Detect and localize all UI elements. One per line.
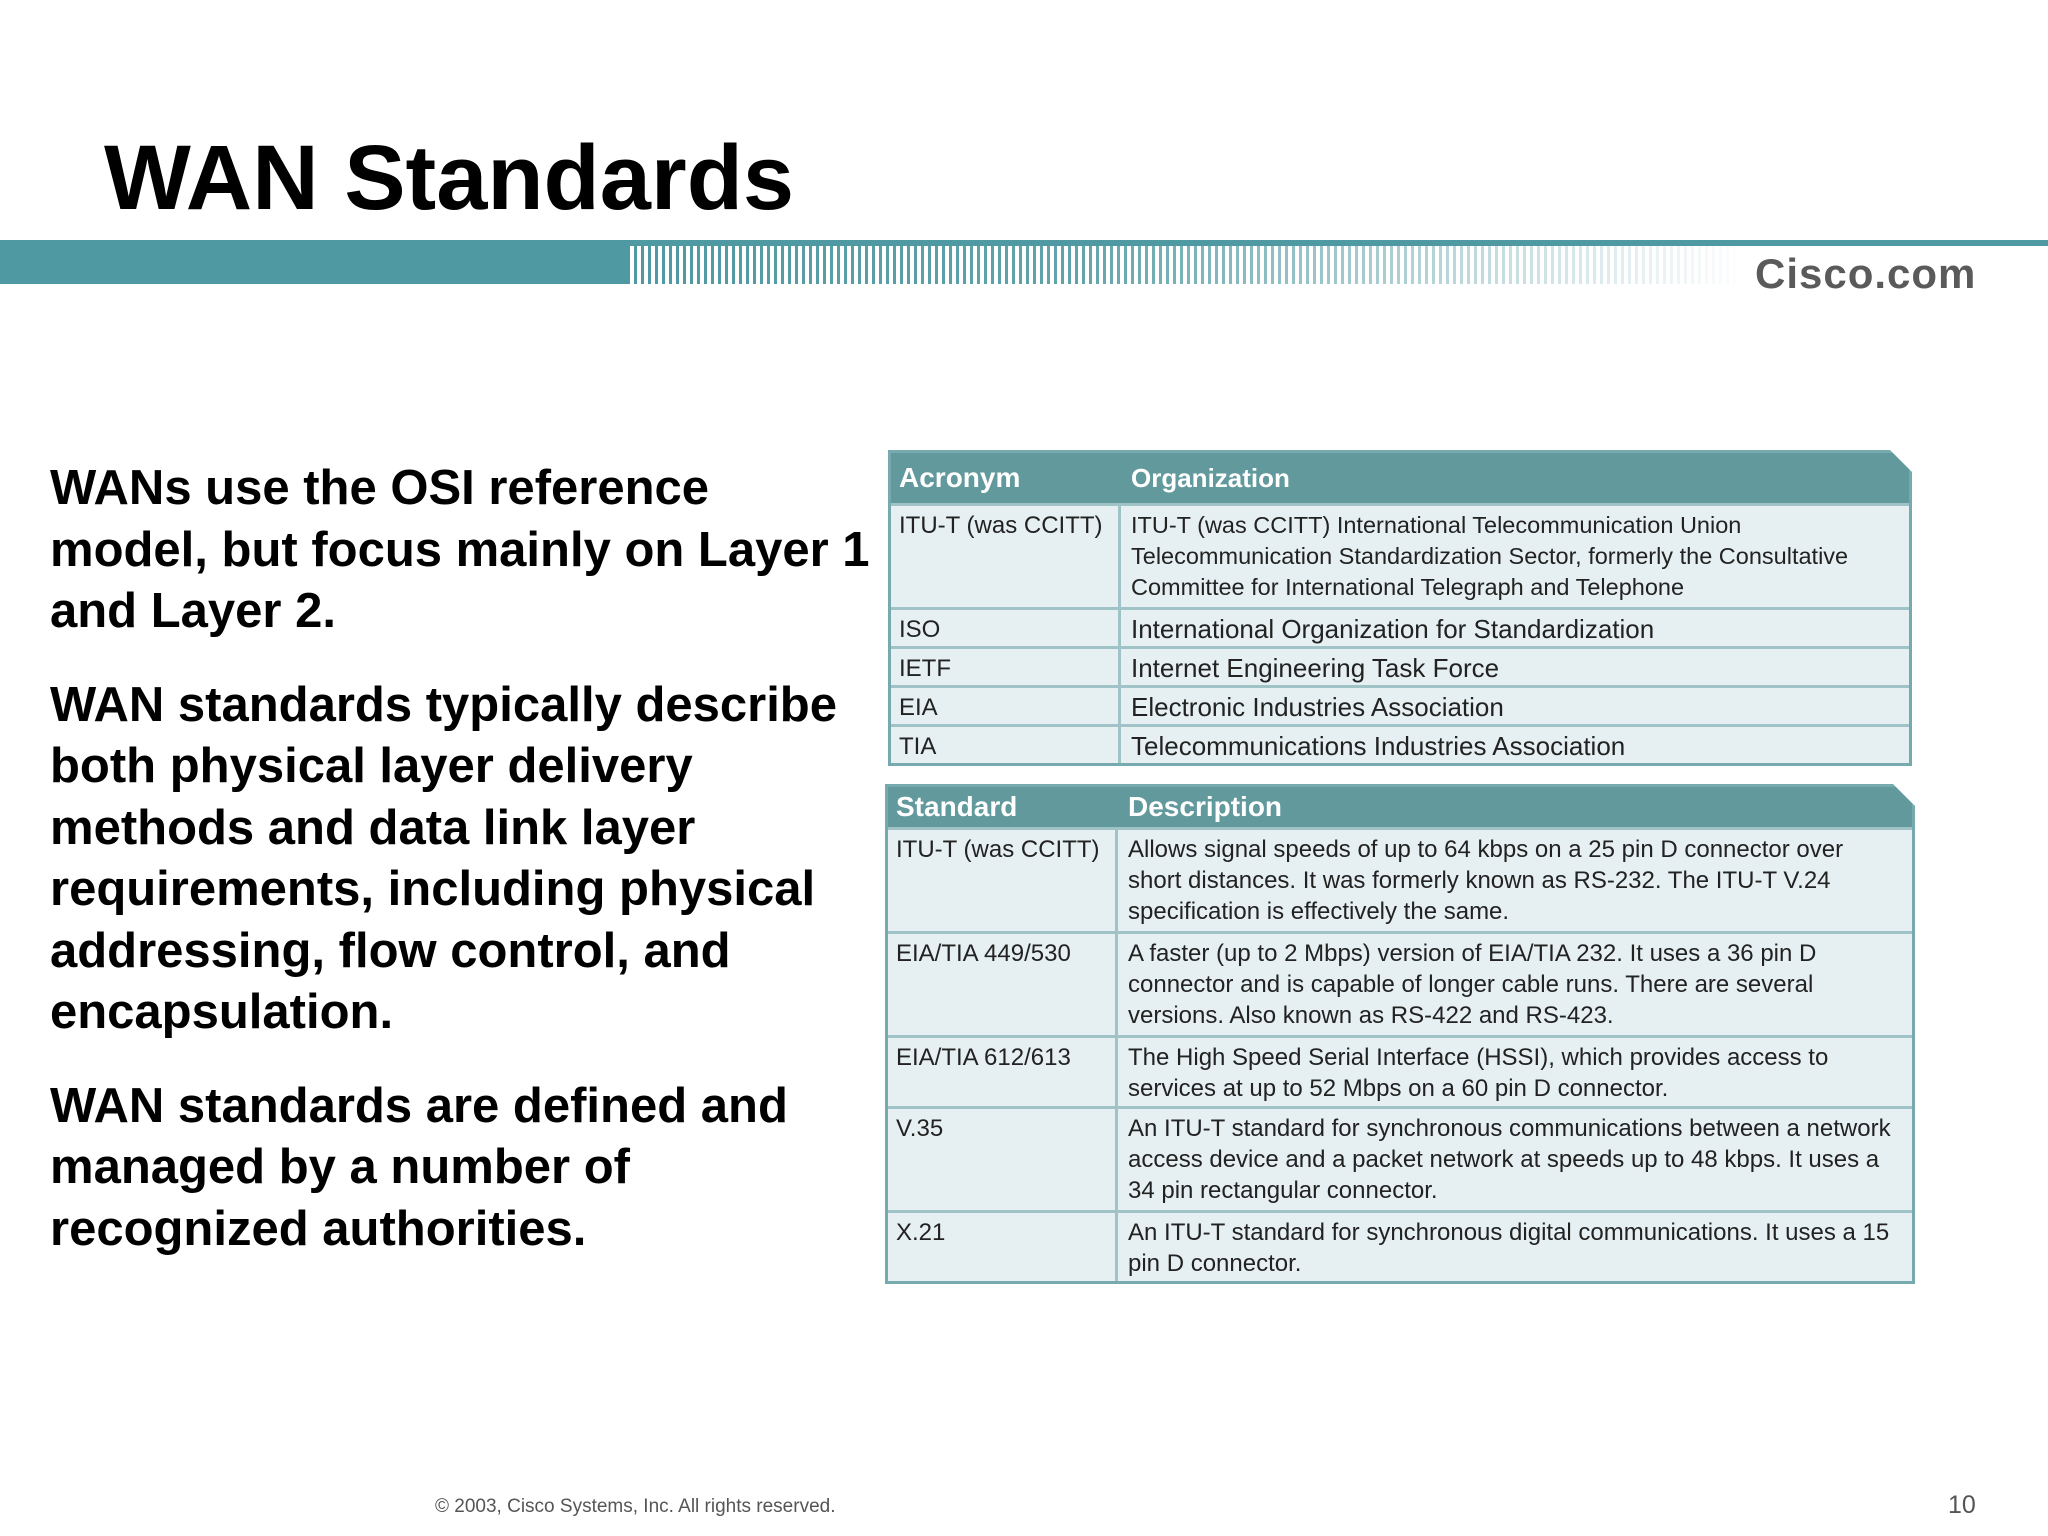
- table-row: [888, 827, 1912, 931]
- paragraph-authorities: WAN standards are defined and managed by a number of recognized authorities.: [50, 1078, 788, 1256]
- table-row: [888, 1210, 1912, 1281]
- description-cell: An ITU-T standard for synchronous digital communications. It uses a 15 pin D connector.: [1128, 1219, 1890, 1277]
- standard-cell: X.21: [888, 1213, 1118, 1281]
- table-row: [891, 724, 1909, 763]
- table-row: [891, 607, 1909, 646]
- paragraph-osi: WANs use the OSI reference model, but focus mainly on Layer 1 and Layer 2.: [50, 461, 870, 638]
- copyright-footer: © 2003, Cisco Systems, Inc. All rights reserved.: [435, 1496, 836, 1517]
- standard-cell: EIA/TIA 612/613: [888, 1038, 1118, 1106]
- organization-cell: International Organization for Standardization: [1131, 614, 1655, 644]
- standards-table: [885, 784, 1915, 1284]
- page-number: 10: [1948, 1491, 1976, 1519]
- organizations-table: [888, 450, 1912, 766]
- acronym-cell: TIA: [891, 727, 1121, 763]
- acronym-cell: EIA: [891, 688, 1121, 724]
- description-cell: Allows signal speeds of up to 64 kbps on a 25 pin D connector over short distances. It was formerly known as RS-232. The ITU-T V.24 specification is effectively the same.: [1128, 836, 1844, 925]
- slide-title: WAN Standards: [104, 127, 795, 229]
- organization-cell: Electronic Industries Association: [1131, 692, 1504, 722]
- table-row: [888, 931, 1912, 1035]
- table-row: [891, 646, 1909, 685]
- table-header: [891, 453, 1909, 503]
- table-row: [891, 503, 1909, 607]
- description-cell: An ITU-T standard for synchronous communications between a network access device and a packet network at speeds up to 48 kbps. It uses a 34 pin rectangular connector.: [1128, 1115, 1891, 1204]
- acronym-cell: ITU-T (was CCITT): [891, 506, 1121, 607]
- table-header: [888, 787, 1912, 827]
- header-bar-stripes: [620, 246, 1750, 284]
- description-cell: The High Speed Serial Interface (HSSI), which provides access to services at up to 52 Mbps on a 60 pin D connector.: [1128, 1044, 1829, 1102]
- brand-logo-text: Cisco.com: [1755, 250, 1977, 297]
- column-header-organization: Organization: [1131, 463, 1290, 493]
- column-header-acronym: Acronym: [899, 462, 1021, 493]
- body-text: [50, 458, 880, 1292]
- description-cell: A faster (up to 2 Mbps) version of EIA/TIA 232. It uses a 36 pin D connector and is capable of longer cable runs. There are several versions. Also known as RS-422 and RS-423.: [1128, 940, 1817, 1029]
- table-row: [888, 1106, 1912, 1210]
- acronym-cell: IETF: [891, 649, 1121, 685]
- column-header-description: Description: [1128, 791, 1283, 822]
- standard-cell: ITU-T (was CCITT): [888, 830, 1118, 931]
- standard-cell: EIA/TIA 449/530: [888, 934, 1118, 1035]
- table-row: [888, 1035, 1912, 1106]
- header-bar: [0, 240, 630, 284]
- organization-cell: Internet Engineering Task Force: [1131, 653, 1500, 683]
- table-row: [891, 685, 1909, 724]
- organization-cell: Telecommunications Industries Association: [1131, 731, 1626, 761]
- standard-cell: V.35: [888, 1109, 1118, 1210]
- acronym-cell: ISO: [891, 610, 1121, 646]
- column-header-standard: Standard: [896, 791, 1018, 822]
- organization-cell: ITU-T (was CCITT) International Telecommunication Union Telecommunication Standardization Sector, formerly the Consultative Committee for International Telegraph and Telephone: [1131, 512, 1849, 600]
- paragraph-standards-describe: WAN standards typically describe both physical layer delivery methods and data link layer requirements, including physical addressing, flow control, and encapsulation.: [50, 677, 837, 1039]
